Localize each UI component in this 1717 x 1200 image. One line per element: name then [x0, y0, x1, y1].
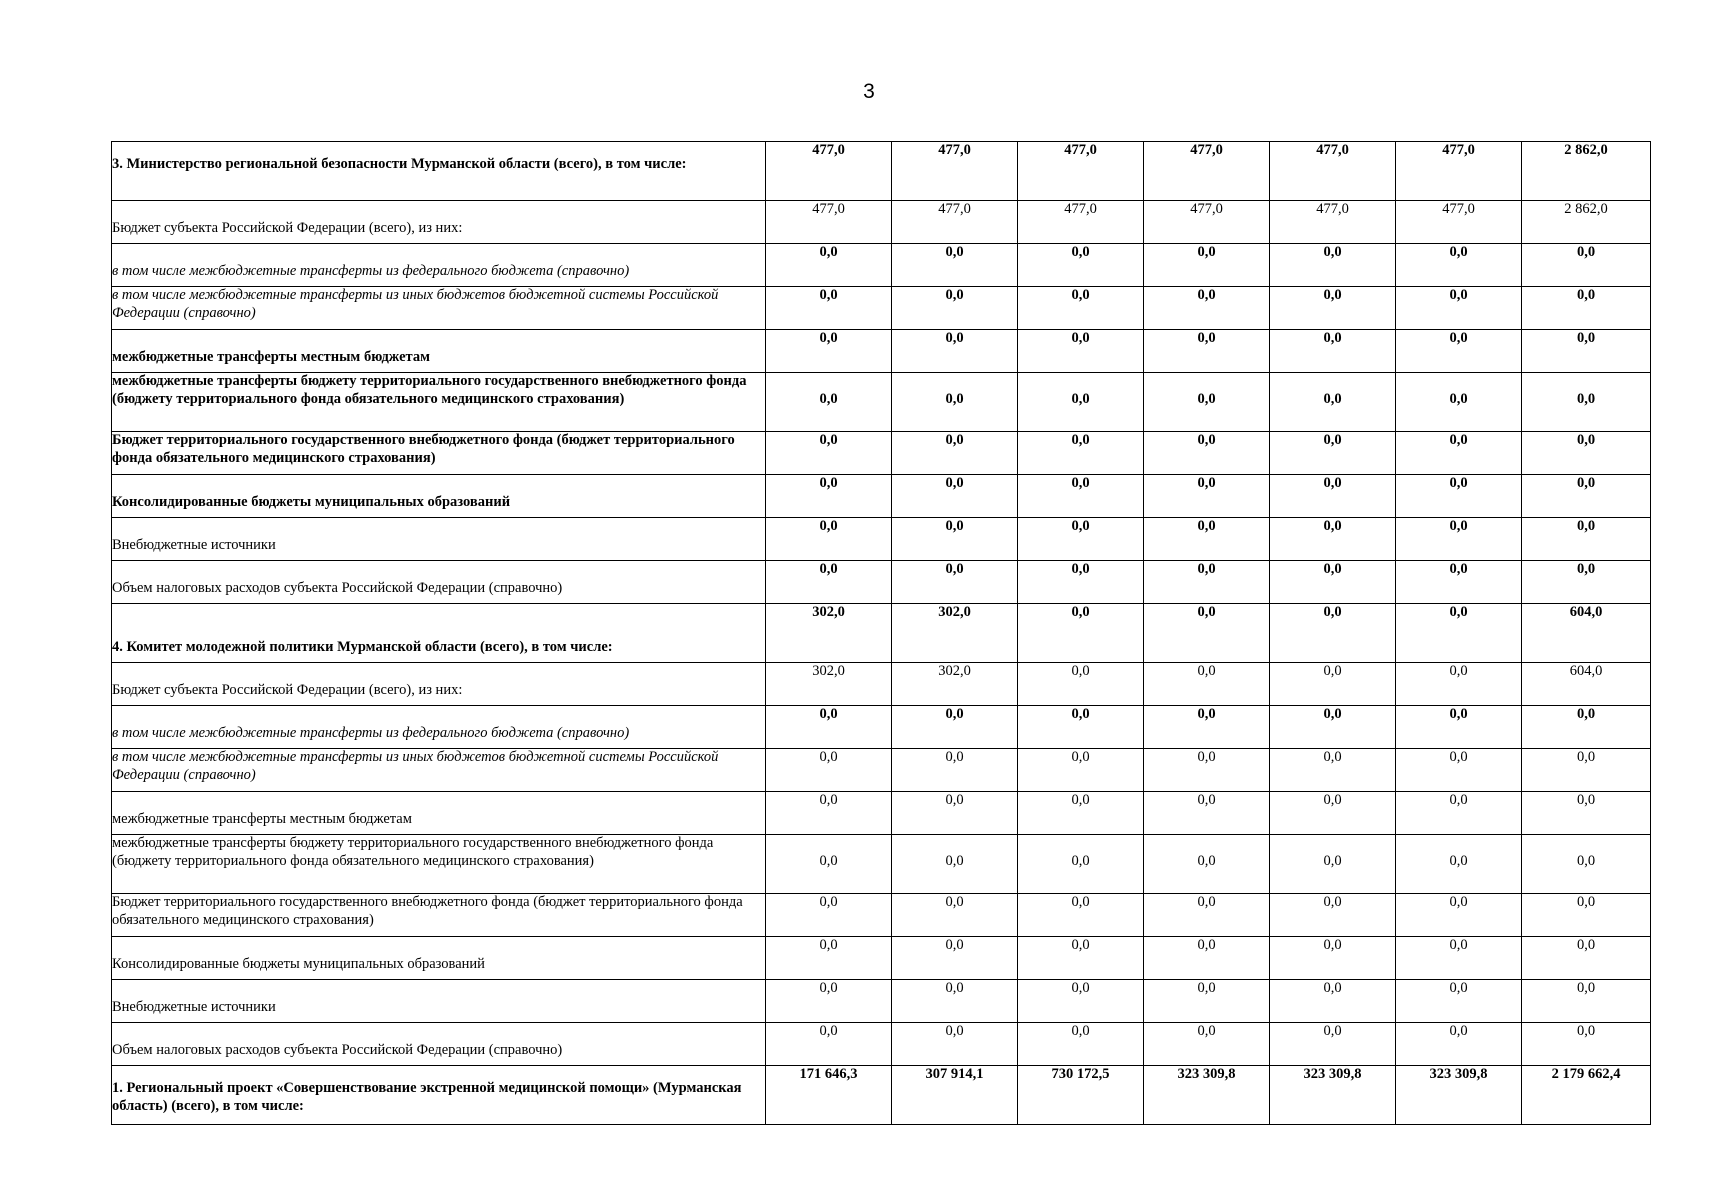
- row-label: Бюджет территориального государственного внебюджетного фонда (бюджет территориального фонда обязательного медицинского страхования): [112, 894, 766, 937]
- row-label: межбюджетные трансферты бюджету территориального государственного внебюджетного фонда (бюджету территориального фонда обязательного медицинского страхования): [112, 835, 766, 894]
- value-cell: 0,0: [1396, 937, 1522, 980]
- tax-expenses-row: [112, 1023, 1651, 1066]
- value-cell: 0,0: [1018, 432, 1144, 475]
- row-label: Внебюджетные источники: [112, 518, 766, 561]
- row-label: 3. Министерство региональной безопасности Мурманской области (всего), в том числе:: [112, 142, 766, 201]
- value-cell: 0,0: [1396, 518, 1522, 561]
- value-cell: 0,0: [1270, 749, 1396, 792]
- value-cell: 0,0: [1018, 980, 1144, 1023]
- value-cell: 0,0: [766, 792, 892, 835]
- value-cell: 0,0: [892, 835, 1018, 894]
- value-cell: 302,0: [766, 663, 892, 706]
- extrabudget-row: [112, 980, 1651, 1023]
- value-cell: 477,0: [1396, 201, 1522, 244]
- value-cell: 0,0: [892, 373, 1018, 432]
- value-cell: 0,0: [1270, 432, 1396, 475]
- budget-table: [111, 141, 1651, 1125]
- value-cell: 0,0: [1270, 894, 1396, 937]
- value-cell: 0,0: [1270, 475, 1396, 518]
- value-cell: 0,0: [766, 561, 892, 604]
- value-cell: 0,0: [1144, 792, 1270, 835]
- value-cell: 0,0: [892, 432, 1018, 475]
- regional-budget-row: [112, 201, 1651, 244]
- municipal-budgets-row: [112, 937, 1651, 980]
- value-cell: 0,0: [1144, 1023, 1270, 1066]
- value-cell: 0,0: [1396, 663, 1522, 706]
- ministry-total-row: [112, 142, 1651, 201]
- fund-budget-row: [112, 894, 1651, 937]
- value-cell: 0,0: [1522, 937, 1651, 980]
- value-cell: 0,0: [1522, 706, 1651, 749]
- value-cell: 0,0: [1396, 432, 1522, 475]
- row-label: Бюджет субъекта Российской Федерации (всего), из них:: [112, 201, 766, 244]
- value-cell: 0,0: [1396, 749, 1522, 792]
- value-cell: 0,0: [1144, 663, 1270, 706]
- federal-transfers-row: [112, 706, 1651, 749]
- value-cell: 0,0: [892, 706, 1018, 749]
- value-cell: 0,0: [892, 1023, 1018, 1066]
- value-cell: 0,0: [1396, 835, 1522, 894]
- value-cell: 0,0: [1144, 604, 1270, 663]
- value-cell: 0,0: [1396, 475, 1522, 518]
- value-cell: 477,0: [1144, 142, 1270, 201]
- value-cell: 477,0: [892, 142, 1018, 201]
- value-cell: 0,0: [1144, 835, 1270, 894]
- value-cell: 302,0: [766, 604, 892, 663]
- value-cell: 477,0: [1270, 142, 1396, 201]
- value-cell: 730 172,5: [1018, 1066, 1144, 1125]
- value-cell: 0,0: [1522, 373, 1651, 432]
- value-cell: 0,0: [1270, 330, 1396, 373]
- row-label: межбюджетные трансферты местным бюджетам: [112, 330, 766, 373]
- value-cell: 0,0: [1396, 244, 1522, 287]
- value-cell: 2 179 662,4: [1522, 1066, 1651, 1125]
- value-cell: 0,0: [1522, 330, 1651, 373]
- value-cell: 0,0: [892, 287, 1018, 330]
- value-cell: 477,0: [1018, 201, 1144, 244]
- value-cell: 0,0: [1018, 937, 1144, 980]
- value-cell: 0,0: [1144, 561, 1270, 604]
- value-cell: 477,0: [766, 142, 892, 201]
- value-cell: 323 309,8: [1396, 1066, 1522, 1125]
- value-cell: 0,0: [1144, 518, 1270, 561]
- value-cell: 0,0: [1144, 937, 1270, 980]
- value-cell: 0,0: [892, 980, 1018, 1023]
- value-cell: 477,0: [766, 201, 892, 244]
- row-label: в том числе межбюджетные трансферты из федерального бюджета (справочно): [112, 706, 766, 749]
- row-label: 1. Региональный проект «Совершенствование экстренной медицинской помощи» (Мурманская область) (всего), в том числе:: [112, 1066, 766, 1125]
- value-cell: 477,0: [1018, 142, 1144, 201]
- value-cell: 0,0: [766, 1023, 892, 1066]
- value-cell: 0,0: [1018, 663, 1144, 706]
- value-cell: 0,0: [1270, 792, 1396, 835]
- value-cell: 0,0: [892, 518, 1018, 561]
- value-cell: 0,0: [1522, 792, 1651, 835]
- row-label: межбюджетные трансферты бюджету территориального государственного внебюджетного фонда (бюджету территориального фонда обязательного медицинского страхования): [112, 373, 766, 432]
- value-cell: 0,0: [1018, 706, 1144, 749]
- value-cell: 0,0: [1522, 518, 1651, 561]
- value-cell: 0,0: [766, 749, 892, 792]
- value-cell: 0,0: [1018, 475, 1144, 518]
- value-cell: 0,0: [766, 330, 892, 373]
- value-cell: 302,0: [892, 604, 1018, 663]
- value-cell: 0,0: [1396, 1023, 1522, 1066]
- value-cell: 0,0: [766, 706, 892, 749]
- value-cell: 0,0: [766, 980, 892, 1023]
- row-label: Бюджет территориального государственного внебюджетного фонда (бюджет территориального фонда обязательного медицинского страхования): [112, 432, 766, 475]
- tax-expenses-row: [112, 561, 1651, 604]
- value-cell: 302,0: [892, 663, 1018, 706]
- row-label: в том числе межбюджетные трансферты из федерального бюджета (справочно): [112, 244, 766, 287]
- row-label: Бюджет субъекта Российской Федерации (всего), из них:: [112, 663, 766, 706]
- value-cell: 0,0: [1522, 287, 1651, 330]
- municipal-budgets-row: [112, 475, 1651, 518]
- row-label: межбюджетные трансферты местным бюджетам: [112, 792, 766, 835]
- value-cell: 0,0: [1018, 244, 1144, 287]
- regional-project-row: [112, 1066, 1651, 1125]
- value-cell: 0,0: [892, 330, 1018, 373]
- value-cell: 0,0: [1018, 287, 1144, 330]
- row-label: 4. Комитет молодежной политики Мурманской области (всего), в том числе:: [112, 604, 766, 663]
- value-cell: 0,0: [892, 749, 1018, 792]
- value-cell: 604,0: [1522, 663, 1651, 706]
- value-cell: 0,0: [1522, 244, 1651, 287]
- fund-budget-row: [112, 432, 1651, 475]
- value-cell: 0,0: [1018, 604, 1144, 663]
- value-cell: 0,0: [892, 894, 1018, 937]
- value-cell: 0,0: [766, 518, 892, 561]
- other-transfers-row: [112, 749, 1651, 792]
- value-cell: 0,0: [1396, 706, 1522, 749]
- fund-transfers-row: [112, 835, 1651, 894]
- value-cell: 0,0: [892, 561, 1018, 604]
- value-cell: 0,0: [1144, 373, 1270, 432]
- value-cell: 2 862,0: [1522, 142, 1651, 201]
- value-cell: 0,0: [1144, 287, 1270, 330]
- value-cell: 0,0: [1018, 894, 1144, 937]
- value-cell: 0,0: [1270, 373, 1396, 432]
- value-cell: 0,0: [1270, 604, 1396, 663]
- value-cell: 0,0: [1144, 894, 1270, 937]
- value-cell: 0,0: [766, 373, 892, 432]
- value-cell: 0,0: [1522, 432, 1651, 475]
- value-cell: 0,0: [1018, 330, 1144, 373]
- local-transfers-row: [112, 330, 1651, 373]
- page-number: 3: [863, 80, 875, 103]
- value-cell: 0,0: [1270, 706, 1396, 749]
- value-cell: 0,0: [892, 937, 1018, 980]
- value-cell: 0,0: [766, 475, 892, 518]
- value-cell: 0,0: [766, 894, 892, 937]
- value-cell: 0,0: [1270, 244, 1396, 287]
- value-cell: 0,0: [1396, 980, 1522, 1023]
- value-cell: 0,0: [1144, 749, 1270, 792]
- value-cell: 477,0: [1270, 201, 1396, 244]
- value-cell: 0,0: [1522, 835, 1651, 894]
- value-cell: 0,0: [1270, 835, 1396, 894]
- value-cell: 0,0: [1018, 561, 1144, 604]
- fund-transfers-row: [112, 373, 1651, 432]
- row-label: Внебюджетные источники: [112, 980, 766, 1023]
- value-cell: 0,0: [1144, 706, 1270, 749]
- value-cell: 0,0: [1396, 330, 1522, 373]
- value-cell: 0,0: [1522, 894, 1651, 937]
- other-transfers-row: [112, 287, 1651, 330]
- value-cell: 0,0: [1396, 792, 1522, 835]
- local-transfers-row: [112, 792, 1651, 835]
- value-cell: 0,0: [766, 287, 892, 330]
- value-cell: 0,0: [1270, 518, 1396, 561]
- value-cell: 0,0: [1270, 1023, 1396, 1066]
- value-cell: 0,0: [1396, 561, 1522, 604]
- value-cell: 0,0: [1396, 604, 1522, 663]
- extrabudget-row: [112, 518, 1651, 561]
- regional-budget-row: [112, 663, 1651, 706]
- value-cell: 0,0: [766, 244, 892, 287]
- value-cell: 0,0: [1144, 330, 1270, 373]
- value-cell: 2 862,0: [1522, 201, 1651, 244]
- value-cell: 0,0: [892, 475, 1018, 518]
- value-cell: 0,0: [892, 244, 1018, 287]
- value-cell: 0,0: [1270, 980, 1396, 1023]
- value-cell: 307 914,1: [892, 1066, 1018, 1125]
- value-cell: 0,0: [1018, 792, 1144, 835]
- value-cell: 0,0: [892, 792, 1018, 835]
- committee-total-row: [112, 604, 1651, 663]
- value-cell: 0,0: [1270, 287, 1396, 330]
- value-cell: 0,0: [1018, 373, 1144, 432]
- value-cell: 0,0: [1522, 475, 1651, 518]
- value-cell: 477,0: [1144, 201, 1270, 244]
- row-label: Консолидированные бюджеты муниципальных образований: [112, 475, 766, 518]
- value-cell: 323 309,8: [1270, 1066, 1396, 1125]
- row-label: в том числе межбюджетные трансферты из иных бюджетов бюджетной системы Российской Федерации (справочно): [112, 749, 766, 792]
- value-cell: 0,0: [766, 432, 892, 475]
- value-cell: 0,0: [766, 835, 892, 894]
- value-cell: 0,0: [1522, 749, 1651, 792]
- value-cell: 0,0: [1144, 475, 1270, 518]
- value-cell: 0,0: [1018, 518, 1144, 561]
- row-label: Объем налоговых расходов субъекта Российской Федерации (справочно): [112, 1023, 766, 1066]
- value-cell: 0,0: [1144, 244, 1270, 287]
- value-cell: 0,0: [1144, 432, 1270, 475]
- value-cell: 477,0: [892, 201, 1018, 244]
- value-cell: 0,0: [766, 937, 892, 980]
- value-cell: 0,0: [1522, 561, 1651, 604]
- value-cell: 0,0: [1018, 749, 1144, 792]
- value-cell: 0,0: [1144, 980, 1270, 1023]
- row-label: в том числе межбюджетные трансферты из иных бюджетов бюджетной системы Российской Федерации (справочно): [112, 287, 766, 330]
- value-cell: 171 646,3: [766, 1066, 892, 1125]
- value-cell: 323 309,8: [1144, 1066, 1270, 1125]
- value-cell: 0,0: [1018, 1023, 1144, 1066]
- value-cell: 0,0: [1522, 1023, 1651, 1066]
- value-cell: 604,0: [1522, 604, 1651, 663]
- value-cell: 0,0: [1270, 561, 1396, 604]
- value-cell: 477,0: [1396, 142, 1522, 201]
- value-cell: 0,0: [1018, 835, 1144, 894]
- value-cell: 0,0: [1396, 894, 1522, 937]
- row-label: Консолидированные бюджеты муниципальных образований: [112, 937, 766, 980]
- value-cell: 0,0: [1396, 287, 1522, 330]
- row-label: Объем налоговых расходов субъекта Российской Федерации (справочно): [112, 561, 766, 604]
- federal-transfers-row: [112, 244, 1651, 287]
- value-cell: 0,0: [1522, 980, 1651, 1023]
- value-cell: 0,0: [1270, 937, 1396, 980]
- value-cell: 0,0: [1270, 663, 1396, 706]
- value-cell: 0,0: [1396, 373, 1522, 432]
